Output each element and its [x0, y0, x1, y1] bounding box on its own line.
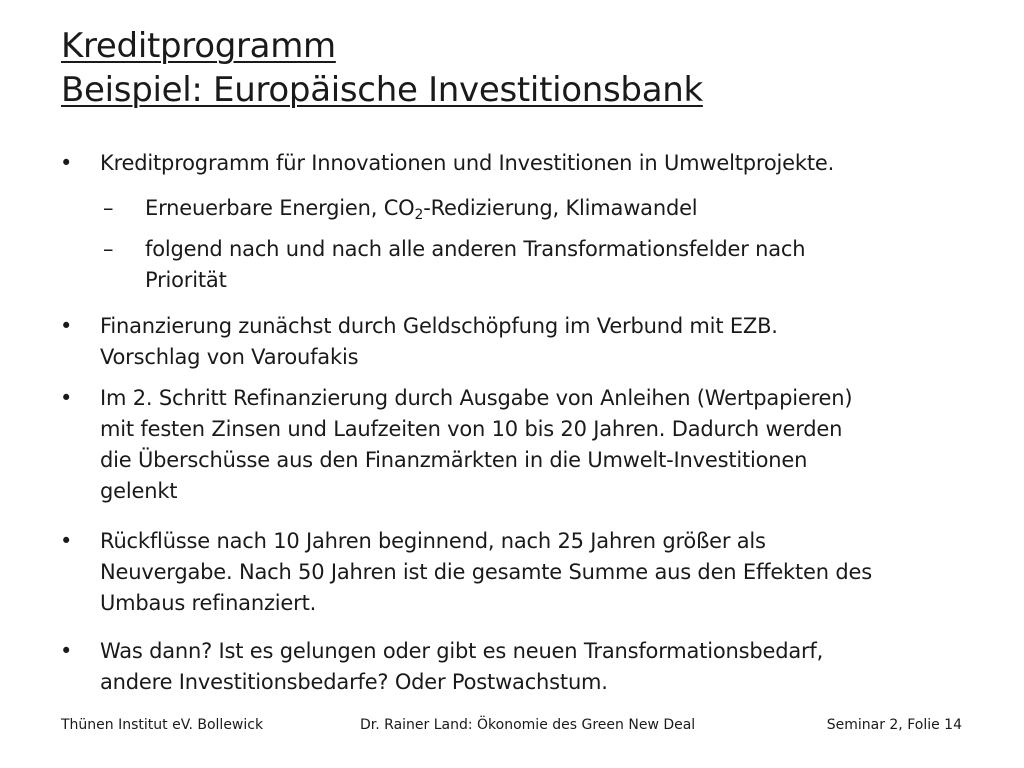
bullet-line: die Überschüsse aus den Finanzmärkten in die Umwelt-Investitionen — [100, 448, 808, 472]
footer-left: Thünen Institut eV. Bollewick — [61, 717, 264, 733]
bullet-icon: • — [60, 314, 73, 338]
dash-icon: – — [103, 196, 114, 220]
bullet-item-3 — [60, 383, 980, 507]
bullet-item-4 — [60, 526, 980, 619]
sub-bullet-item-2 — [103, 234, 975, 296]
bullet-line: Im 2. Schritt Refinanzierung durch Ausgabe von Anleihen (Wertpapieren) — [100, 386, 853, 410]
bullet-text: Kreditprogramm für Innovationen und Investitionen in Umweltprojekte. — [100, 151, 835, 175]
footer-center: Dr. Rainer Land: Ökonomie des Green New Deal — [360, 717, 696, 733]
bullet-icon: • — [60, 639, 73, 663]
footer-right: Seminar 2, Folie 14 — [826, 717, 962, 733]
slide-title-line1: Kreditprogramm — [61, 26, 336, 66]
bullet-item-5 — [60, 636, 980, 698]
bullet-item-2 — [60, 311, 980, 373]
bullet-icon: • — [60, 151, 73, 175]
bullet-line: Finanzierung zunächst durch Geldschöpfung im Verbund mit EZB. — [100, 314, 778, 338]
bullet-line: Neuvergabe. Nach 50 Jahren ist die gesamte Summe aus den Effekten des — [100, 560, 872, 584]
dash-icon: – — [103, 237, 114, 261]
text-part: -Redizierung, Klimawandel — [423, 196, 698, 220]
bullet-line: Rückflüsse nach 10 Jahren beginnend, nach 25 Jahren größer als — [100, 529, 766, 553]
bullet-item-1 — [60, 148, 980, 179]
bullet-line: gelenkt — [100, 479, 178, 503]
subscript: 2 — [414, 207, 424, 223]
bullet-line: andere Investitionsbedarfe? Oder Postwachstum. — [100, 670, 608, 694]
sub-bullet-text — [145, 193, 975, 224]
bullet-line: Was dann? Ist es gelungen oder gibt es neuen Transformationsbedarf, — [100, 639, 824, 663]
text-part: Erneuerbare Energien, CO — [145, 196, 415, 220]
slide-title — [61, 24, 981, 112]
bullet-line: mit festen Zinsen und Laufzeiten von 10 bis 20 Jahren. Dadurch werden — [100, 417, 843, 441]
bullet-icon: • — [60, 529, 73, 553]
sub-bullet-item-1 — [103, 193, 975, 224]
sub-bullet-line: folgend nach und nach alle anderen Transformationsfelder nach — [145, 237, 806, 261]
bullet-line: Umbaus refinanziert. — [100, 591, 317, 615]
slide-title-line2: Beispiel: Europäische Investitionsbank — [61, 70, 703, 110]
bullet-line: Vorschlag von Varoufakis — [100, 345, 359, 369]
sub-bullet-line: Priorität — [145, 268, 227, 292]
bullet-icon: • — [60, 386, 73, 410]
